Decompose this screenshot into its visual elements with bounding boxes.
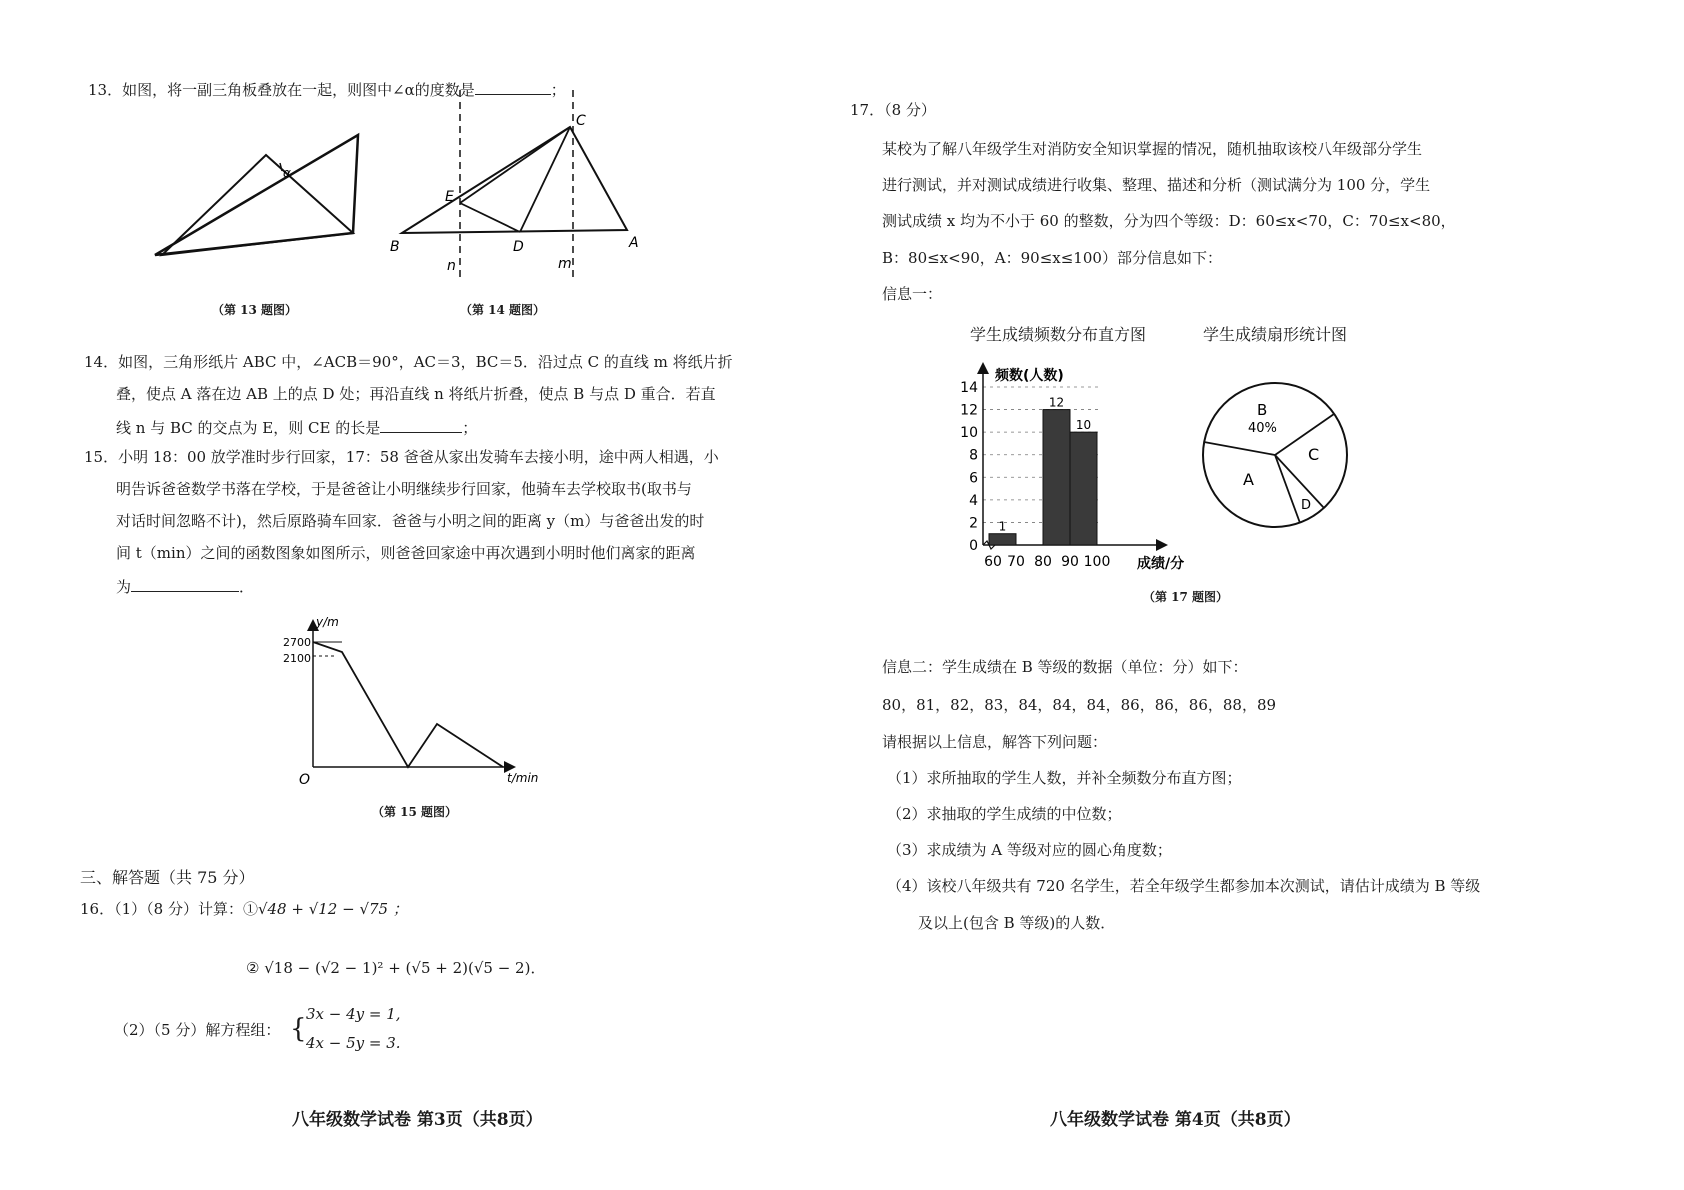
pie-label-A: A (1243, 470, 1254, 489)
pie-label-B: B (1257, 401, 1268, 419)
figure-15-graph (275, 612, 550, 792)
histogram-y-tick: 0 (969, 538, 978, 554)
q15-line4: 间 t（min）之间的函数图象如图所示，则爸爸回家途中再次遇到小明时他们离家的距离 (116, 544, 696, 562)
q17-sub4a: （4）该校八年级共有 720 名学生，若全年级学生都参加本次测试，请估计成绩为 B 等级 (887, 877, 1481, 895)
histogram-ylabel: 频数(人数) (995, 368, 1064, 384)
q15-line2: 明告诉爸爸数学书落在学校，于是爸爸让小明继续步行回家，他骑车去学校取书(取书与 (116, 480, 692, 498)
pie-value-B: 40% (1248, 421, 1277, 436)
label-D: D (513, 239, 524, 255)
histogram-data-label: 1 (998, 519, 1007, 534)
q16-eq1: 3x − 4y = 1, (306, 1005, 401, 1023)
answer-blank-14 (380, 416, 462, 433)
histogram-bar-90-100 (1070, 432, 1097, 545)
pie-label-D: D (1301, 498, 1312, 513)
caption-17: （第 17 题图） (1143, 590, 1229, 604)
answer-blank-15 (131, 575, 239, 592)
pie-radius-bc (1275, 414, 1334, 455)
system-brace: { (290, 1014, 307, 1044)
q16-eq2: 4x − 5y = 3. (306, 1034, 401, 1052)
pie-title: 学生成绩扇形统计图 (1203, 325, 1348, 344)
q17-line1: 某校为了解八年级学生对消防安全知识掌握的情况，随机抽取该校八年级部分学生 (882, 140, 1423, 158)
histogram-y-tick: 2 (969, 515, 978, 532)
graph-origin: O (299, 772, 311, 788)
histogram-xlabel: 成绩/分 (1137, 556, 1185, 572)
histogram-bar-60-70 (989, 534, 1016, 545)
section3-title: 三、解答题（共 75 分） (80, 868, 255, 887)
histogram-y-tick: 12 (960, 402, 978, 419)
q14-line2: 叠，使点 A 落在边 AB 上的点 D 处；再沿直线 n 将纸片折叠，使点 B 与点 D 重合．若直 (116, 385, 716, 403)
histogram-chart (955, 360, 1210, 575)
q16-part2-prefix: （2）（5 分）解方程组： (114, 1021, 281, 1039)
graph-y-tick-2100: 2100 (283, 652, 311, 665)
graph-y-tick-2700: 2700 (283, 636, 311, 649)
histogram-data-label: 10 (1075, 418, 1092, 433)
histogram-x-tick: 100 (1083, 554, 1111, 570)
q17-sub1: （1）求所抽取的学生人数，并补全频数分布直方图； (887, 769, 1242, 787)
caption-15: （第 15 题图） (372, 805, 458, 819)
histogram-y-tick: 6 (969, 470, 978, 487)
footer-right: 八年级数学试卷 第4页（共8页） (1050, 1110, 1301, 1130)
caption-14: （第 14 题图） (460, 303, 546, 317)
histogram-y-tick: 4 (969, 492, 978, 509)
q15-line3: 对话时间忽略不计)，然后原路骑车回家．爸爸与小明之间的距离 y（m）与爸爸出发的时 (116, 512, 705, 530)
label-n: n (447, 258, 456, 274)
q17-number: 17．（8 分） (850, 101, 936, 119)
label-A: A (629, 235, 639, 251)
q14-line1: 14．如图，三角形纸片 ABC 中，∠ACB＝90°，AC＝3，BC＝5．沿过点 C 的直线 m 将纸片折 (84, 353, 733, 371)
label-C: C (576, 113, 586, 129)
q17-ask: 请根据以上信息，解答下列问题： (882, 733, 1108, 751)
histogram-x-tick: 80 (1034, 554, 1052, 570)
label-E: E (445, 189, 454, 205)
q17-line4: B：80≤x<90，A：90≤x≤100）部分信息如下： (882, 249, 1222, 267)
q17-line3: 测试成绩 x 均为不小于 60 的整数，分为四个等级：D：60≤x<70，C：70≤x<80， (882, 212, 1456, 230)
pie-label-C: C (1308, 445, 1320, 464)
histogram-bar-80-90 (1043, 410, 1070, 545)
label-m: m (558, 256, 572, 272)
pie-chart (1198, 375, 1358, 540)
pie-radius-da (1275, 455, 1300, 523)
alpha-label: α (283, 166, 291, 180)
q14-line3: 线 n 与 BC 的交点为 E，则 CE 的长是 ； (116, 416, 477, 438)
graph-x-label: t/min (507, 771, 539, 785)
q17-sub2: （2）求抽取的学生成绩的中位数； (887, 805, 1122, 823)
histogram-x-tick: 90 (1061, 554, 1079, 570)
q17-info1: 信息一： (882, 285, 943, 303)
histogram-y-tick: 8 (969, 447, 978, 464)
q17-sub3: （3）求成绩为 A 等级对应的圆心角度数； (887, 841, 1172, 859)
q17-line2: 进行测试，并对测试成绩进行收集、整理、描述和分析（测试满分为 100 分，学生 (882, 176, 1431, 194)
figure-14 (385, 85, 645, 285)
caption-13: （第 13 题图） (212, 303, 298, 317)
histogram-y-tick: 14 (960, 380, 978, 396)
figure-13 (140, 115, 365, 265)
pie-radius-ab (1204, 442, 1275, 455)
q17-data: 80，81，82，83，84，84，84，86，86，86，88，89 (882, 696, 1277, 714)
q17-sub4b: 及以上(包含 B 等级)的人数． (918, 914, 1116, 932)
q16-item2: ② √18 − (√2 − 1)² + (√5 + 2)(√5 − 2)． (246, 959, 546, 977)
footer-left: 八年级数学试卷 第3页（共8页） (292, 1110, 543, 1130)
q17-info2: 信息二：学生成绩在 B 等级的数据（单位：分）如下： (882, 658, 1248, 676)
q16-part1: 16．（1）（8 分）计算：①√48 + √12 − √75 ； (80, 900, 408, 918)
histogram-title: 学生成绩频数分布直方图 (970, 325, 1147, 344)
q15-line5: 为 ． (116, 575, 254, 597)
histogram-y-tick: 10 (960, 425, 978, 442)
histogram-x-tick: 70 (1007, 554, 1025, 570)
q13-text: 13．如图，将一副三角板叠放在一起，则图中∠α的度数是 ； (88, 78, 566, 100)
histogram-x-tick: 60 (984, 554, 1002, 570)
q15-line1: 15．小明 18：00 放学准时步行回家，17：58 爸爸从家出发骑车去接小明，途中两人相遇，小 (84, 448, 719, 466)
label-B: B (390, 239, 400, 255)
graph-y-label: y/m (316, 615, 339, 629)
histogram-data-label: 12 (1048, 395, 1065, 410)
